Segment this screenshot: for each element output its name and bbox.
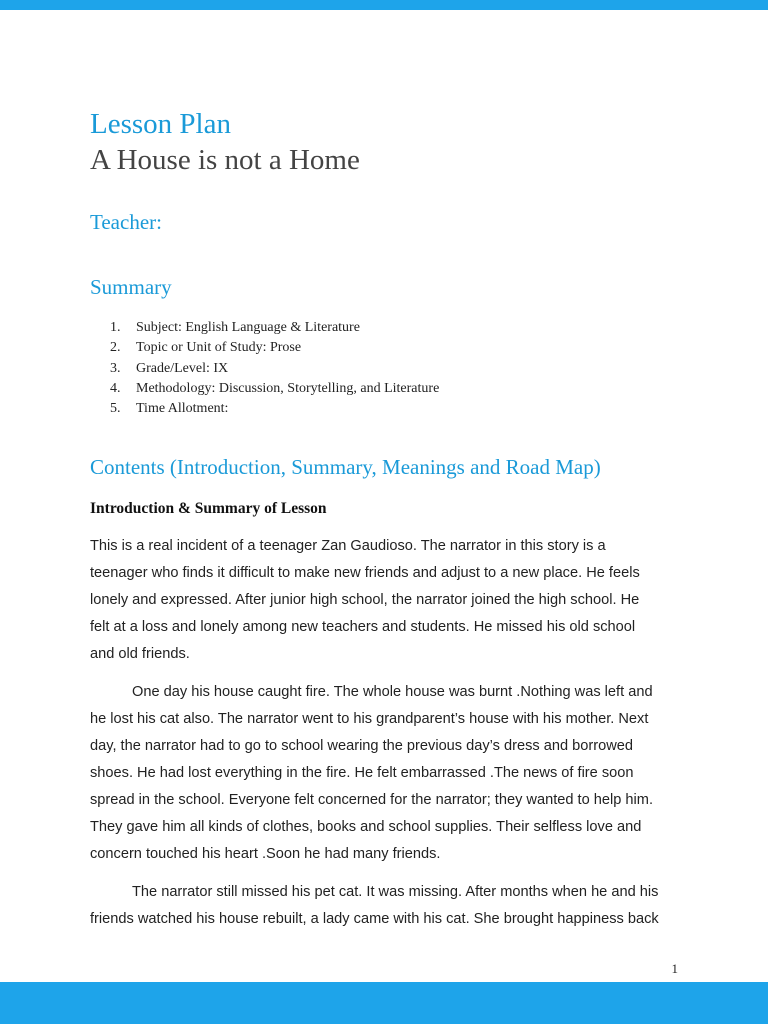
list-item-text: Methodology: Discussion, Storytelling, and Literature <box>136 380 440 396</box>
contents-heading: Contents (Introduction, Summary, Meanings and Road Map) <box>90 455 601 479</box>
paragraph-line: spread in the school. Everyone felt concerned for the narrator; they wanted to help him. <box>90 792 653 808</box>
paragraph-1 <box>90 533 682 668</box>
paragraph-line: teenager who finds it difficult to make new friends and adjust to a new place. He feels <box>90 565 640 581</box>
summary-item-grade <box>110 359 439 379</box>
list-item-text: Topic or Unit of Study: Prose <box>136 340 302 356</box>
document-subtitle: A House is not a Home <box>90 144 360 176</box>
summary-item-subject <box>110 318 439 338</box>
paragraph-line: felt at a loss and lonely among new teachers and students. He missed his old school <box>90 619 636 635</box>
list-number: 1. <box>110 320 121 335</box>
paragraph-line: One day his house caught fire. The whole house was burnt .Nothing was left and <box>132 684 653 700</box>
list-item-text: Time Allotment: <box>136 401 229 417</box>
paragraph-line: shoes. He had lost everything in the fire. He felt embarrassed .The news of fire soon <box>90 765 634 781</box>
teacher-label: Teacher: <box>90 210 162 234</box>
list-number: 4. <box>110 380 121 396</box>
summary-list <box>110 318 439 419</box>
paragraph-line: friends watched his house rebuilt, a lady came with his cat. She brought happiness back <box>90 911 659 927</box>
list-item-text: Subject: English Language & Literature <box>136 320 360 335</box>
paragraph-line: he lost his cat also. The narrator went to his grandparent’s house with his mother. Next <box>90 711 649 727</box>
list-item-text: Grade/Level: IX <box>136 360 229 376</box>
top-accent-bar <box>0 0 768 10</box>
paragraph-2 <box>90 679 682 868</box>
intro-heading: Introduction & Summary of Lesson <box>90 500 327 517</box>
paragraph-line: The narrator still missed his pet cat. It was missing. After months when he and his <box>132 884 659 900</box>
summary-item-methodology <box>110 379 439 399</box>
paragraph-3 <box>90 879 682 933</box>
bottom-accent-bar <box>0 982 768 1024</box>
summary-heading: Summary <box>90 275 172 299</box>
document-title: Lesson Plan <box>90 108 231 140</box>
paragraph-line: and old friends. <box>90 646 190 662</box>
list-number: 3. <box>110 360 121 376</box>
paragraph-line: They gave him all kinds of clothes, books and school supplies. Their selfless love and <box>90 819 642 835</box>
paragraph-line: This is a real incident of a teenager Zan Gaudioso. The narrator in this story is a <box>90 538 606 554</box>
summary-item-topic <box>110 338 439 358</box>
summary-item-time <box>110 399 439 419</box>
list-number: 2. <box>110 340 121 356</box>
page-number: 1 <box>671 961 678 976</box>
paragraph-line: concern touched his heart .Soon he had many friends. <box>90 846 441 862</box>
paragraph-line: lonely and expressed. After junior high school, the narrator joined the high school. He <box>90 592 640 608</box>
paragraph-line: day, the narrator had to go to school wearing the previous day’s dress and borrowed <box>90 738 633 754</box>
list-number: 5. <box>110 401 121 417</box>
